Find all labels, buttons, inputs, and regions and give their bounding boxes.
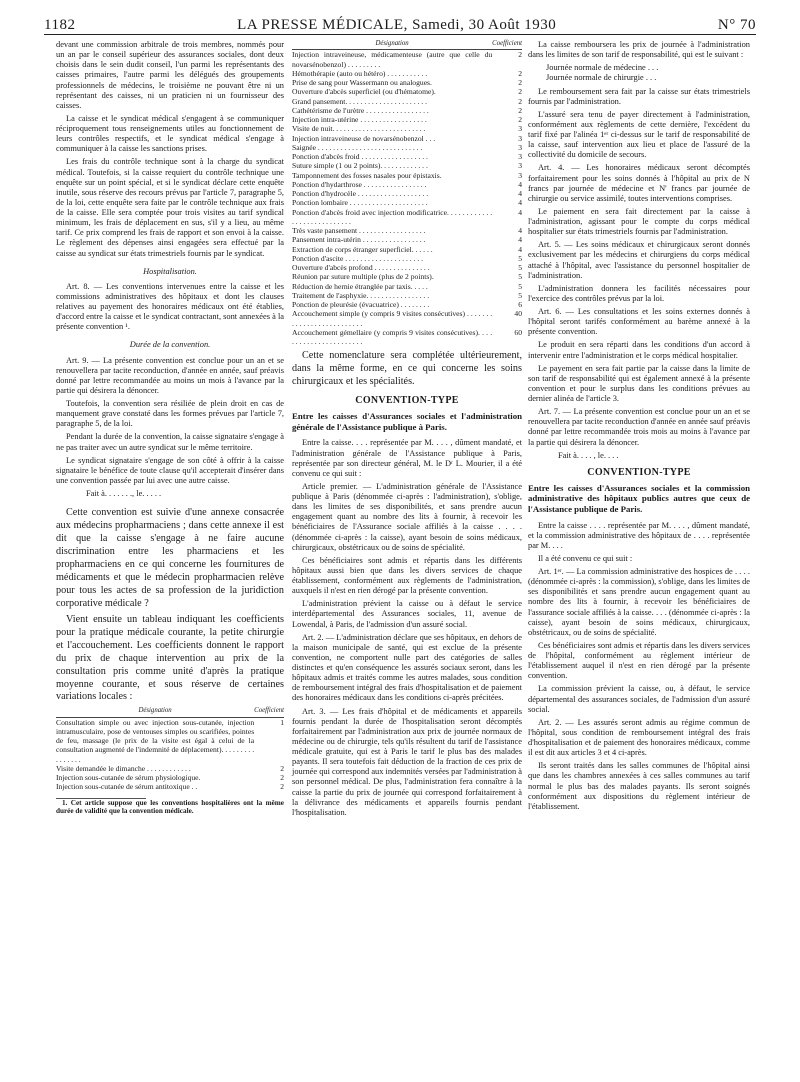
cell: Pansement intra-utérin . . . . . . . . . . . . . . . . . xyxy=(292,235,426,245)
column-2 xyxy=(292,40,522,821)
paragraph: Il a été convenu ce qui suit : xyxy=(538,553,633,563)
section-heading: Hospitalisation. xyxy=(143,266,197,276)
cell: Visite de nuit. . . . . . . . . . . . . . . . . . . . . . . . . xyxy=(292,124,426,134)
table-row xyxy=(292,78,522,87)
paragraph: Le remboursement sera fait par la caisse sur états trimestriels fournis par l'administration. xyxy=(528,86,750,106)
cell: 2 xyxy=(280,763,284,773)
table-row xyxy=(292,97,522,106)
cell: Réduction de hernie étranglée par taxis. . . . . xyxy=(292,281,428,291)
cell: 60 xyxy=(514,327,522,337)
paragraph: Ces bénéficiaires sont admis et répartis dans les différents hôpitaux aussi bien que dans les divers services de chaque établissement, conformément aux règlements de l'administration, auxquels il n'est en rien dérogé par la présente convention. xyxy=(292,555,522,596)
paragraph: Entre la caisse . . . . représentée par M. . . . , dûment mandaté, et la commission administrative des hôpitaux de . . . . représentée par M. . . . xyxy=(528,520,750,550)
cell: Grand pansement. . . . . . . . . . . . . . . . . . . . . . xyxy=(292,96,427,106)
table-row xyxy=(292,235,522,244)
coefficient-table xyxy=(292,40,522,346)
cell: 3 xyxy=(518,124,522,134)
table-header: Coefficient xyxy=(492,40,522,50)
paragraph: La commission prévient la caisse, ou, à défaut, le service départemental des assurances sociales, de l'admission d'un assuré social. xyxy=(528,684,750,714)
paragraph: L'administration prévient la caisse ou à défaut le service interdépartemental des Assurances sociales, 11, avenue de Lowendal, à Paris, de l'admission d'un assuré social. xyxy=(292,599,522,629)
paragraph: Les frais du contrôle technique sont à la charge du syndicat médical. Toutefois, si la caisse requiert du contrôle technique une enquête sur un point spécial, et si le syndicat déclare cette enquête inutile, sous réserve des recours prévus par l'article 7, paragraphe 5, de la loi, cette enquête sera faite par le contrôle technique aux frais de la caisse. Elle sera comptée pour trois visites au tarif syndical minimum, les frais de déplacement en sus, s'il y a lieu, au même tarif. Ce prix comprend les frais de rapport et son envoi à la caisse. Le règlement des dépenses ainsi engagées sera effectué par la caisse au syndicat sur états trimestriels fournis par le syndicat. xyxy=(56,157,284,258)
cell: Hémothérapie (auto ou hétéro) . . . . . . . . . . . xyxy=(292,68,428,78)
article-9: Art. 9. — La présente convention est conclue pour un an et se renouvellera par tacite reconduction, d'année en année, sauf préavis donné par lettre recommandée au moins un mois à l'avance par la partie qui désirera la dénoncer. xyxy=(56,355,284,395)
table-row xyxy=(56,773,284,782)
cell: 2 xyxy=(280,782,284,792)
cell: 2 xyxy=(518,105,522,115)
cell: 4 xyxy=(518,179,522,189)
cell: 5 xyxy=(518,253,522,263)
table-row xyxy=(292,124,522,133)
column-1 xyxy=(56,40,284,819)
cell: Consultation simple ou avec injection sous-cutanée, injection intramusculaire, pose de ventouses simples ou scarifiées, pointes de feu, massage (le prix de la visite est égal à celui de la consultation augmenté de l'indemnité de déplacement). . . . . . . . . . . . . . . . xyxy=(56,717,255,764)
cell: Injection sous-cutanée de sérum antitoxique . . xyxy=(56,782,198,792)
paragraph: Article premier. — L'administration générale de l'Assistance publique à Paris (dénommée ci-après : l'administration), s'oblige, dans les limites de ses disponibilités, et sans prendre aucun engagement quant au nombre des lits à fournir, à recevoir les bénéficiaires de l'Assurance sociale affiliés à la caisse . . . . (dénommée ci-après : la caisse), ayant besoin de soins médicaux, chirurgicaux, obstétricaux ou de soins de spécialité. xyxy=(292,481,522,552)
paragraph: Art. 3. — Les frais d'hôpital et de médicaments et appareils fournis pendant la durée de l'hospitalisation seront décomptés forfaitairement par l'administration aux prix de journée normaux de médecine ou de chirurgie, tels qu'ils résultent du tarif de l'assistance médicale gratuite, qui est à Paris le tarif le plus bas des malades payants. Il sera toutefois fait déduction de la fraction de ces prix de journée qui correspond aux indemnités versées par l'administration à son personnel médical. De plus, l'administration fera connaître à la caisse la partie du prix de journée qui correspond forfaitairement à la délivrance des médicaments et appareils fournis pendant l'hospitalisation. xyxy=(292,706,522,817)
paragraph: Art. 2. — L'administration déclare que ses hôpitaux, en dehors de la maison municipale de santé, qui est exclue de la présente convention, ne comportent nulle part des catégories de salles distinctes et qu'en conséquence les assurés sociaux seront, dans les hôpitaux admis et traités comme les autres malades, sous condition de remboursement intégral des frais d'hospitalisation et de paiement des honoraires médicaux dans les conditions ci-après précitées. xyxy=(292,632,522,703)
table-row xyxy=(292,263,522,272)
paragraph: Vient ensuite un tableau indiquant les coefficients pour la pratique médicale courante, la petite chirurgie et l'accouchement. Les coefficients donnent le rapport du prix de chaque intervention au prix de la consultation pris comme unité d'après la pratique moyenne courante, et sous réserve de certaines variations locales : xyxy=(56,613,284,703)
cell: Saignée . . . . . . . . . . . . . . . . . . . . . . . . . . . . xyxy=(292,142,423,152)
cell: 5 xyxy=(518,263,522,273)
table-row xyxy=(292,115,522,124)
cell: 3 xyxy=(518,152,522,162)
cell: 4 xyxy=(518,198,522,208)
cell: Visite demandée le dimanche . . . . . . . . . . . . xyxy=(56,763,191,773)
paragraph: Pendant la durée de la convention, la caisse signataire s'engage à ne pas traiter avec un autre syndicat sur le même territoire. xyxy=(56,432,284,452)
cell: 2 xyxy=(280,773,284,783)
cell: Ponction d'abcès froid avec injection modificatrice. . . . . . . . . . . . . . . . . . . . . . . . . . . . xyxy=(292,207,493,226)
table-row xyxy=(56,764,284,773)
table-header: Coefficient xyxy=(254,707,284,717)
cell: Accouchement gémellaire (y compris 9 visites consécutives). . . . . . . . . . . . . . . . . . . . . . . xyxy=(292,327,493,347)
cell: Traitement de l'asphyxie. . . . . . . . . . . . . . . . . xyxy=(292,290,430,300)
table-row xyxy=(292,171,522,180)
cell: Ponction lombaire . . . . . . . . . . . . . . . . . . . . . xyxy=(292,198,428,208)
paragraph: Le payement en sera fait partie par la caisse dans la limite de son tarif de responsabilité qui est également annexé à la présente convention et pour le surplus dans les conditions prévues au dernier alinéa de l'article 3. xyxy=(528,363,750,403)
cell: Ouverture d'abcès superficiel (ou d'hématome). xyxy=(292,87,436,97)
table-row xyxy=(292,328,522,347)
paragraph: Art. 1ᵉʳ. — La commission administrative des hospices de . . . . (dénommée ci-après : la commission), s'oblige, dans les limites de ses disponibilités et sans prendre aucun engagement quant au nombre des lits à fournir, à recevoir les bénéficiaires de l'assurance sociale affiliés à la caisse. . . . (dénommée ci-après : la caisse), ayant besoin de soins médicaux, chirurgicaux, obstétricaux, ou de soins de spécialité. xyxy=(528,567,750,637)
table-row xyxy=(292,309,522,328)
table-row xyxy=(292,134,522,143)
table-row xyxy=(292,300,522,309)
cell: 5 xyxy=(518,272,522,282)
table-row xyxy=(292,272,522,281)
journal-title: LA PRESSE MÉDICALE, Samedi, 30 Août 1930 xyxy=(237,17,557,33)
cell: 4 xyxy=(518,207,522,217)
paragraph: Le paiement en sera fait directement par la caisse à l'administration, agissant pour le compte du corps médical hospitalier sur états trimestriels fournis par l'administration. xyxy=(528,206,750,237)
table-row xyxy=(292,87,522,96)
cell: 3 xyxy=(518,161,522,171)
article-8: Art. 8. — Les conventions intervenues entre la caisse et les commissions administratives des hôpitaux et dont les clauses relatives au payement des honoraires médicaux ont été établies, d'accord entre la caisse et le syndicat contractant, sont annexées à la présente convention ¹. xyxy=(56,281,284,332)
convention-title: CONVENTION-TYPE xyxy=(355,395,459,407)
cell: 1 xyxy=(280,717,284,727)
table-row xyxy=(292,69,522,78)
table-row xyxy=(292,245,522,254)
list-item: Journée normale de chirurgie . . . xyxy=(546,73,657,83)
cell: 2 xyxy=(518,50,522,60)
cell: Très vaste pansement . . . . . . . . . . . . . . . . . . xyxy=(292,226,426,236)
paragraph: Ces bénéficiaires sont admis et répartis dans les divers services de l'hôpital, conformément au règlement intérieur de l'établissement auquel il n'est en rien dérogé par la présente convention. xyxy=(528,640,750,681)
table-row xyxy=(292,106,522,115)
cell: Réunion par suture multiple (plus de 2 points). xyxy=(292,272,434,282)
table-row xyxy=(292,282,522,291)
cell: Ouverture d'abcès profond . . . . . . . . . . . . . . . xyxy=(292,263,430,273)
table-row xyxy=(292,254,522,263)
cell: Injection sous-cutanée de sérum physiologique. xyxy=(56,773,201,783)
issue-number: N° 70 xyxy=(717,17,756,33)
convention-subtitle: Entre les caisses d'Assurances sociales et la commission administrative des hôpitaux publics autres que ceux de l'Assistance publique de Paris. xyxy=(528,482,750,514)
cell: Ponction d'hydrocèle . . . . . . . . . . . . . . . . . . . xyxy=(292,189,429,199)
cell: Injection intra-utérine . . . . . . . . . . . . . . . . . . xyxy=(292,115,427,125)
cell: Prise de sang pour Wassermann ou analogues. xyxy=(292,78,432,88)
cell: Extraction de corps étranger superficiel. . . . . . xyxy=(292,244,433,254)
signature-line: Fait à. . . . , le. . . . xyxy=(558,450,619,460)
cell: 2 xyxy=(518,96,522,106)
paragraph: Art. 4. — Les honoraires médicaux seront décomptés forfaitairement pour les soins donnés à l'hôpital au prix de N francs par journée de médecine et N' francs par journée de chirurgie ou service assimilé, toutes interventions comprises. xyxy=(528,163,750,203)
convention-subtitle: Entre les caisses d'Assurances sociales et l'administration générale de l'Assistance publique à Paris. xyxy=(292,411,522,432)
table-row xyxy=(292,180,522,189)
paragraph: devant une commission arbitrale de trois membres, nommés pour un an par le conseil supérieur des assurances sociales, dont deux choisis dans le sein dudit conseil, l'un parmi les représentants des caisses primaires, l'autre parmi les délégués des groupements professionnels de médecins, le troisième ne pouvant être ni un représentant des caisses, ni un praticien ni un fournisseur des caisses. xyxy=(56,40,284,110)
section-heading: Durée de la convention. xyxy=(129,340,211,350)
cell: 3 xyxy=(518,170,522,180)
cell: 4 xyxy=(518,189,522,199)
cell: 3 xyxy=(518,142,522,152)
signature-line: Fait à. . . . . . ., le. . . . . xyxy=(86,489,162,498)
cell: 5 xyxy=(518,290,522,300)
page-header xyxy=(44,8,756,35)
coefficient-table xyxy=(56,707,284,791)
cell: 4 xyxy=(518,244,522,254)
cell: 6 xyxy=(518,300,522,310)
cell: 40 xyxy=(514,309,522,319)
paragraph: Le syndicat signataire s'engage de son côté à offrir à la caisse signataire le bénéfice de toute clause qu'il accepterait d'insérer dans une convention passée par lui avec une autre caisse. xyxy=(56,455,284,485)
cell: Cathétérisme de l'urètre . . . . . . . . . . . . . . . . . xyxy=(292,105,429,115)
column-3 xyxy=(528,40,750,815)
convention-title: CONVENTION-TYPE xyxy=(587,466,691,478)
cell: Injection intraveineuse de novarsénobenzol . . . xyxy=(292,133,436,143)
paragraph: Art. 6. — Les consultations et les soins externes donnés à l'hôpital seront tarifés conformément au barème annexé à la présente convention. xyxy=(528,307,750,337)
cell: Ponction d'hydarthrose . . . . . . . . . . . . . . . . . xyxy=(292,179,427,189)
paragraph: Art. 7. — La présente convention est conclue pour un an et se renouvellera par tacite reconduction d'année en année sauf préavis donné par lettre recommandée trois mois au moins à l'avance par la partie qui désirera la dénoncer. xyxy=(528,407,750,447)
paragraph: L'assuré sera tenu de payer directement à l'administration, conformément aux règlements de cette dernière, l'excédent du tarif fixé par l'alinéa 1ᵉʳ ci-dessus sur le tarif de responsabilité de la caisse, sauf intervention aux lieu et place de l'assuré de la collectivité du domicile de secours. xyxy=(528,109,750,160)
footnote: 1. Cet article suppose que les conventions hospitalières ont la même durée de validité que la convention médicale. xyxy=(56,798,284,816)
table-row xyxy=(292,226,522,235)
table-row xyxy=(292,50,522,69)
cell: Tamponnement des fosses nasales pour épistaxis. xyxy=(292,170,442,180)
cell: Injection intraveineuse, médicamenteuse (autre que celle du novarsénobenzol) . . . . . . . . . xyxy=(292,50,493,69)
paragraph: Cette convention est suivie d'une annexe consacrée aux médecins propharmaciens ; dans cette annexe il est dit que la caisse s'engage à ne faire aucune discrimination entre les pharmaciens et les propharmaciens en ce qui concerne les fournitures de médicaments et que le médecin propharmacien relève pour tous les actes de sa profession de la juridiction corporative médicale ? xyxy=(56,507,284,609)
cell: 5 xyxy=(518,281,522,291)
table-row xyxy=(292,143,522,152)
paragraph: Toutefois, la convention sera résiliée de plein droit en cas de manquement grave constaté dans les formes prévues par l'article 7, paragraphe 5, de la loi. xyxy=(56,399,284,429)
table-row xyxy=(292,198,522,207)
cell: 4 xyxy=(518,235,522,245)
paragraph: Art. 5. — Les soins médicaux et chirurgicaux seront donnés exclusivement par les médecins et chirurgiens du corps médical attaché à l'hôpital, avec l'assistance du personnel hospitalier de l'administration. xyxy=(528,240,750,280)
table-row xyxy=(292,152,522,161)
paragraph: Art. 2. — Les assurés seront admis au régime commun de l'hôpital, sous condition de remboursement intégral des frais d'hospitalisation et de paiement des honoraires médicaux, comme il est dit aux articles 3 et 4 ci-après. xyxy=(528,717,750,758)
list-item: Journée normale de médecine . . . xyxy=(546,63,659,73)
table-row xyxy=(56,717,284,764)
cell: Ponction de pleurésie (évacuatrice) . . . . . . . . xyxy=(292,300,430,310)
table-row xyxy=(292,291,522,300)
cell: 2 xyxy=(518,68,522,78)
paragraph: Cette nomenclature sera complétée ultérieurement, dans la même forme, en ce qui concerne les soins chirurgicaux et les spécialités. xyxy=(292,350,522,388)
cell: Ponction d'abcès froid . . . . . . . . . . . . . . . . . . xyxy=(292,152,428,162)
table-header: Désignation xyxy=(292,40,492,50)
paragraph: La caisse et le syndicat médical s'engagent à se communiquer réciproquement tous renseignements utiles au fonctionnement de leurs contrôles respectifs, et le syndicat médical s'engage à communiquer à la caisse les sanctions prises. xyxy=(56,113,284,154)
cell: 4 xyxy=(518,226,522,236)
table-header: Désignation xyxy=(56,707,254,717)
paragraph: Entre la caisse. . . . représentée par M. . . . , dûment mandaté, et l'administration générale de l'Assistance publique à Paris, représentée par son directeur général, M. le Dʳ L. Mourier, il a été convenu ce qui suit : xyxy=(292,438,522,478)
table-row xyxy=(292,161,522,170)
cell: 2 xyxy=(518,115,522,125)
cell: 3 xyxy=(518,133,522,143)
cell: Suture simple (1 ou 2 points). . . . . . . . . . . . . xyxy=(292,161,428,171)
paragraph: Le produit en sera réparti dans les conditions d'un accord à intervenir entre l'administration et le corps médical hospitalier. xyxy=(528,340,750,360)
cell: 2 xyxy=(518,87,522,97)
cell: 2 xyxy=(518,78,522,88)
cell: Accouchement simple (y compris 9 visites consécutives) . . . . . . . . . . . . . . . . . . . . . . . . . . xyxy=(292,309,493,328)
table-row xyxy=(292,208,522,227)
paragraph: Ils seront traités dans les salles communes de l'hôpital ainsi que dans les chambres annexées à ces salles communes au tarif normal le plus bas des malades payants. Ils seront soignés conformément aux dispositions du règlement intérieur de l'établissement. xyxy=(528,761,750,811)
cell: Ponction d'ascite . . . . . . . . . . . . . . . . . . . . . xyxy=(292,253,424,263)
table-row xyxy=(56,782,284,791)
paragraph: La caisse remboursera les prix de journée à l'administration dans les limites de son tarif de responsabilité, qui est le suivant : xyxy=(528,40,750,60)
page-number: 1182 xyxy=(44,17,76,33)
table-row xyxy=(292,189,522,198)
paragraph: L'administration donnera les facilités nécessaires pour l'exercice des contrôles prévus par la loi. xyxy=(528,283,750,303)
